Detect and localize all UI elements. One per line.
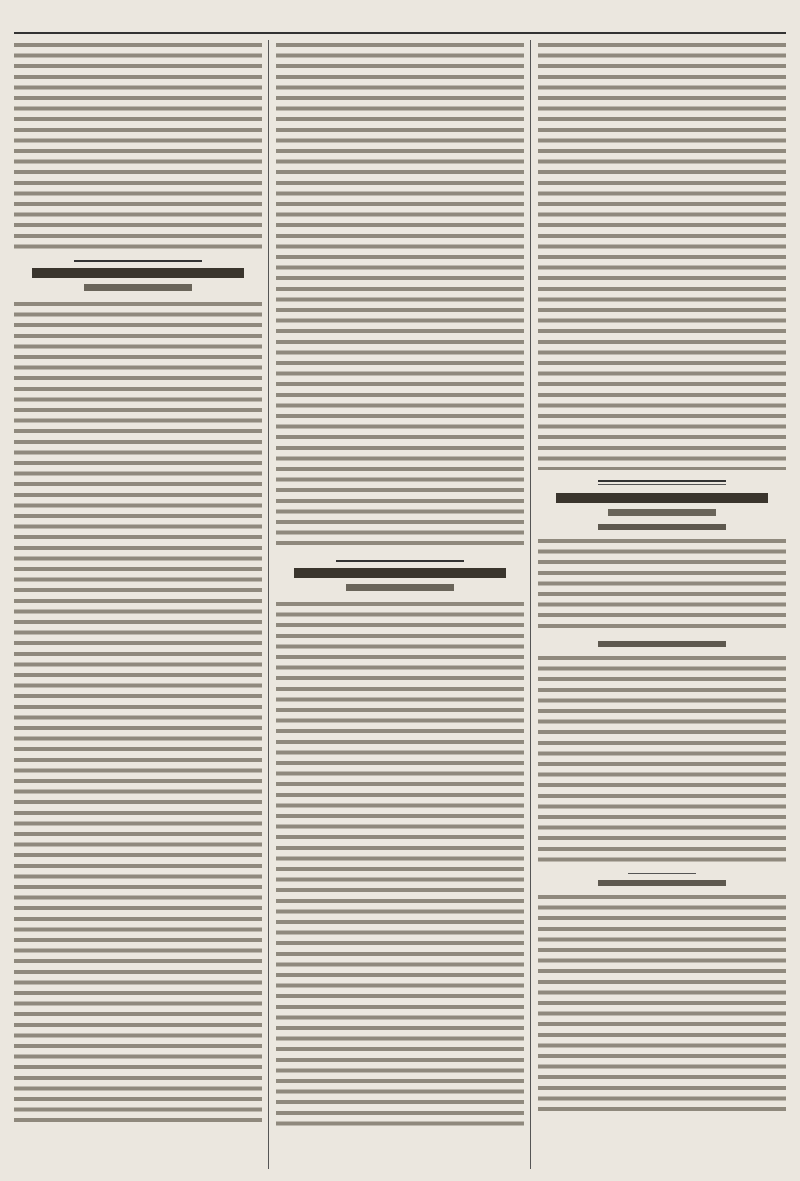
seance-line (608, 509, 716, 516)
section-rule (74, 260, 202, 262)
author-line (84, 284, 192, 291)
column-divider (268, 40, 269, 1169)
column-1 (14, 40, 262, 1169)
text-block (538, 892, 786, 1112)
section-heading-academie (556, 493, 768, 503)
text-block (538, 536, 786, 631)
section-rule (598, 480, 726, 482)
text-block (538, 40, 786, 470)
page-number (360, 8, 440, 30)
section-heading-cephalalgie (294, 568, 506, 578)
text-block (14, 299, 262, 1129)
section-rule (598, 484, 726, 485)
top-rule (14, 32, 786, 34)
label-correspondance-officielle (598, 524, 726, 530)
text-block (14, 40, 262, 250)
text-block (538, 653, 786, 863)
section-heading-note (32, 268, 244, 278)
text-block (276, 40, 524, 550)
text-block (276, 599, 524, 1129)
column-2 (276, 40, 524, 1169)
column-divider (530, 40, 531, 1169)
separator (628, 873, 696, 874)
section-rule (336, 560, 464, 562)
label-lectures (598, 880, 726, 886)
author-line (346, 584, 454, 591)
column-3 (538, 40, 786, 1169)
label-correspondance-manuscrite (598, 641, 726, 647)
